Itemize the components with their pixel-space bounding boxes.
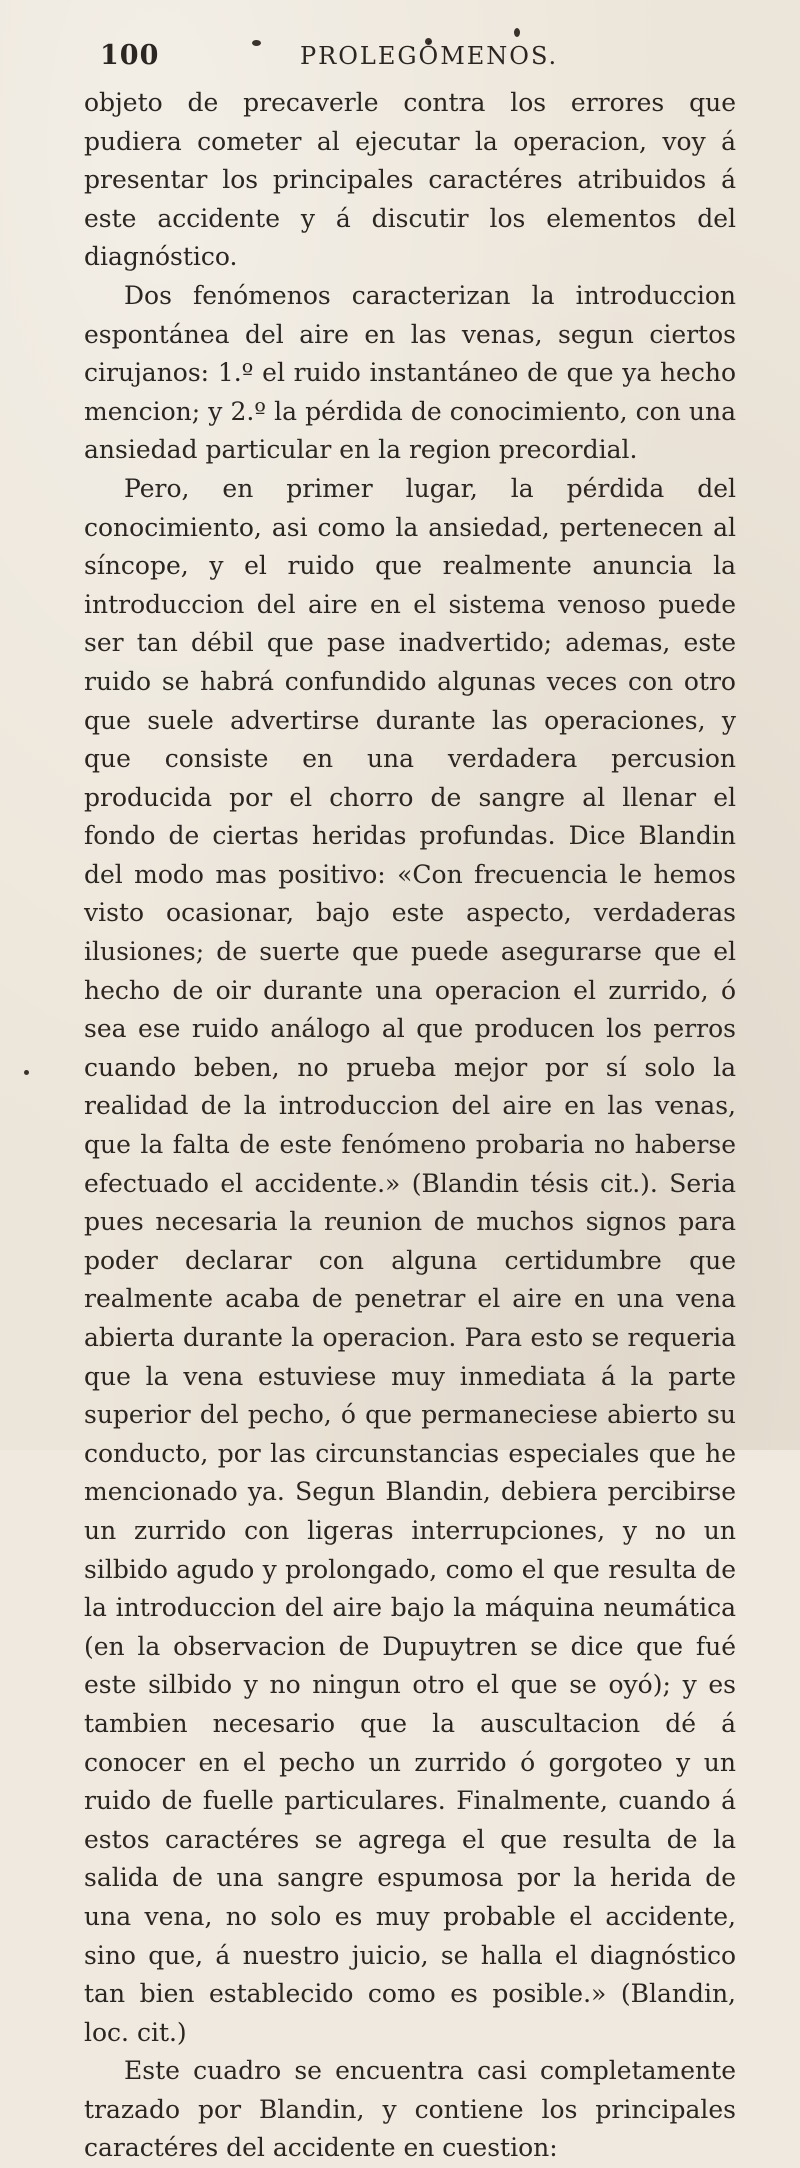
page-number: 100 bbox=[100, 40, 160, 71]
paragraph-3: Pero, en primer lugar, la pérdida del conocimiento, asi como la ansiedad, pertenecen al síncope, y el ruido que realmente anuncia la introduccion del aire en el sistema venoso puede ser tan débil que pase inadvertido; ademas, este ruido se habrá confundido algunas veces con otro que suele advertirse durante las operaciones, y que consiste en una verdadera percusion producida por el chorro de sangre al llenar el fondo de ciertas heridas profundas. Dice Blandin del modo mas positivo: «Con frecuencia le hemos visto ocasionar, bajo este aspecto, verdaderas ilusiones; de suerte que puede asegurarse que el hecho de oir durante una operacion el zurrido, ó sea ese ruido análogo al que producen los perros cuando beben, no prueba mejor por sí solo la realidad de la introduccion del aire en las venas, que la falta de este fenómeno probaria no haberse efectuado el accidente.» (Blandin tésis cit.). Seria pues necesaria la reunion de muchos signos para poder declarar con alguna certidumbre que realmente acaba de penetrar el aire en una vena abierta durante la operacion. Para esto se requeria que la vena estuviese muy inmediata á la parte superior del pecho, ó que permaneciese abierto su conducto, por las circunstancias especiales que he mencionado ya. Segun Blandin, debiera percibirse un zurrido con ligeras interrupciones, y no un silbido agudo y prolongado, como el que resulta de la introduccion del aire bajo la máquina neumática (en la observacion de Dupuytren se dice que fué este silbido y no ningun otro el que se oyó); y es tambien necesario que la auscultacion dé á conocer en el pecho un zurrido ó gorgoteo y un ruido de fuelle particulares. Finalmente, cuando á estos caractéres se agrega el que resulta de la salida de una sangre espumosa por la herida de una vena, no solo es muy probable el accidente, sino que, á nuestro juicio, se halla el diagnóstico tan bien establecido como es posible.» (Blandin, loc. cit.) bbox=[84, 473, 736, 2047]
paragraph-1: objeto de precaverle contra los errores que pudiera cometer al ejecutar la operacion, voy á presentar los principales caractéres atribuidos á este accidente y á discutir los elementos del diagnóstico. bbox=[84, 88, 736, 272]
running-head: PROLEGÓMENOS. bbox=[300, 42, 559, 70]
body-text bbox=[84, 84, 736, 2168]
paragraph-2: Dos fenómenos caracterizan la introduccion espontánea del aire en las venas, segun ciertos cirujanos: 1.º el ruido instantáneo de que ya hecho mencion; y 2.º la pérdida de conocimiento, con una ansiedad particular en la region precordial. bbox=[84, 280, 736, 465]
ink-spot bbox=[514, 28, 520, 37]
paragraph-4: Este cuadro se encuentra casi completamente trazado por Blandin, y contiene los principales caractéres del accidente en cuestion: bbox=[84, 2056, 736, 2163]
ink-spot bbox=[24, 1070, 29, 1075]
page-header bbox=[100, 40, 700, 74]
